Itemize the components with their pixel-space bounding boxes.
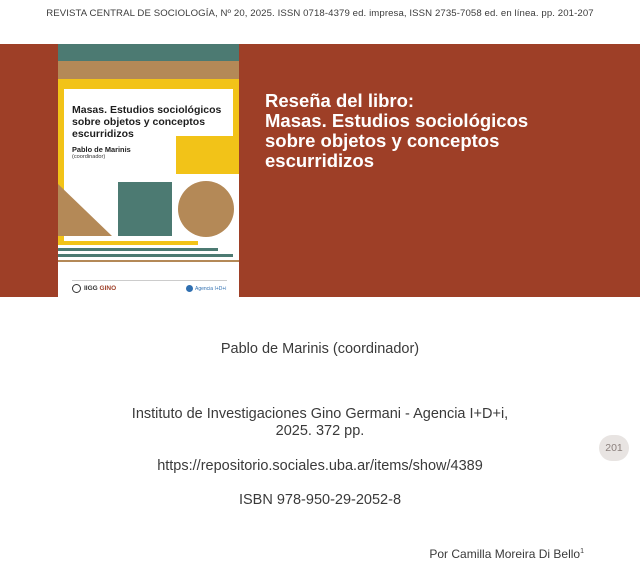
cover-triangle	[58, 184, 112, 236]
publisher-line: Instituto de Investigaciones Gino Germani - Agencia I+D+i,	[131, 406, 509, 422]
journal-header: REVISTA CENTRAL DE SOCIOLOGÍA, Nº 20, 2025. ISSN 0718-4379 ed. impresa, ISSN 2735-7058 ed. en línea. pp. 201-207	[46, 8, 594, 19]
review-title-line: sobre objetos y conceptos	[265, 130, 500, 151]
cover-role: (coordinador)	[72, 154, 106, 160]
book-publisher	[80, 406, 560, 440]
cover-yellow-block	[176, 136, 239, 174]
review-title-line: Reseña del libro:	[265, 90, 415, 111]
agencia-logo-text: Agencia I+D+i	[195, 285, 227, 292]
book-isbn: ISBN 978-950-29-2052-8	[238, 492, 402, 508]
review-byline	[429, 547, 584, 561]
cover-author: Pablo de Marinis	[72, 145, 131, 154]
book-author: Pablo de Marinis (coordinador)	[220, 341, 420, 357]
agencia-logo-icon	[186, 285, 193, 292]
cover-line	[58, 260, 239, 262]
cover-circle	[178, 181, 234, 237]
gino-logo-text: GINO	[99, 285, 117, 293]
cover-teal-square	[118, 182, 172, 236]
byline-text: Por Camilla Moreira Di Bello	[429, 547, 581, 561]
review-title-line: escurridizos	[265, 150, 374, 171]
iigg-logo-text: IIGG	[84, 285, 98, 293]
cover-stripe-tan	[58, 61, 239, 79]
cover-line	[58, 254, 233, 257]
cover-line	[58, 248, 218, 251]
cover-stripe-yellow	[58, 79, 239, 89]
cover-title: Masas. Estudios sociológicos sobre objetos y conceptos escurridizos	[72, 104, 222, 140]
iigg-logo	[72, 284, 116, 293]
book-cover	[58, 44, 239, 297]
iigg-logo-icon	[72, 284, 81, 293]
footnote-marker[interactable]: 1	[580, 548, 584, 555]
cover-line	[58, 241, 198, 245]
review-title	[265, 91, 605, 171]
publisher-details: 2025. 372 pp.	[275, 423, 365, 439]
agencia-logo	[186, 285, 226, 292]
book-url-link[interactable]: https://repositorio.sociales.uba.ar/items/show/4389	[157, 458, 483, 474]
page-number-badge: 201	[599, 435, 629, 461]
cover-divider	[72, 280, 227, 281]
review-title-line: Masas. Estudios sociológicos	[265, 110, 529, 131]
cover-stripe-teal	[58, 44, 239, 61]
